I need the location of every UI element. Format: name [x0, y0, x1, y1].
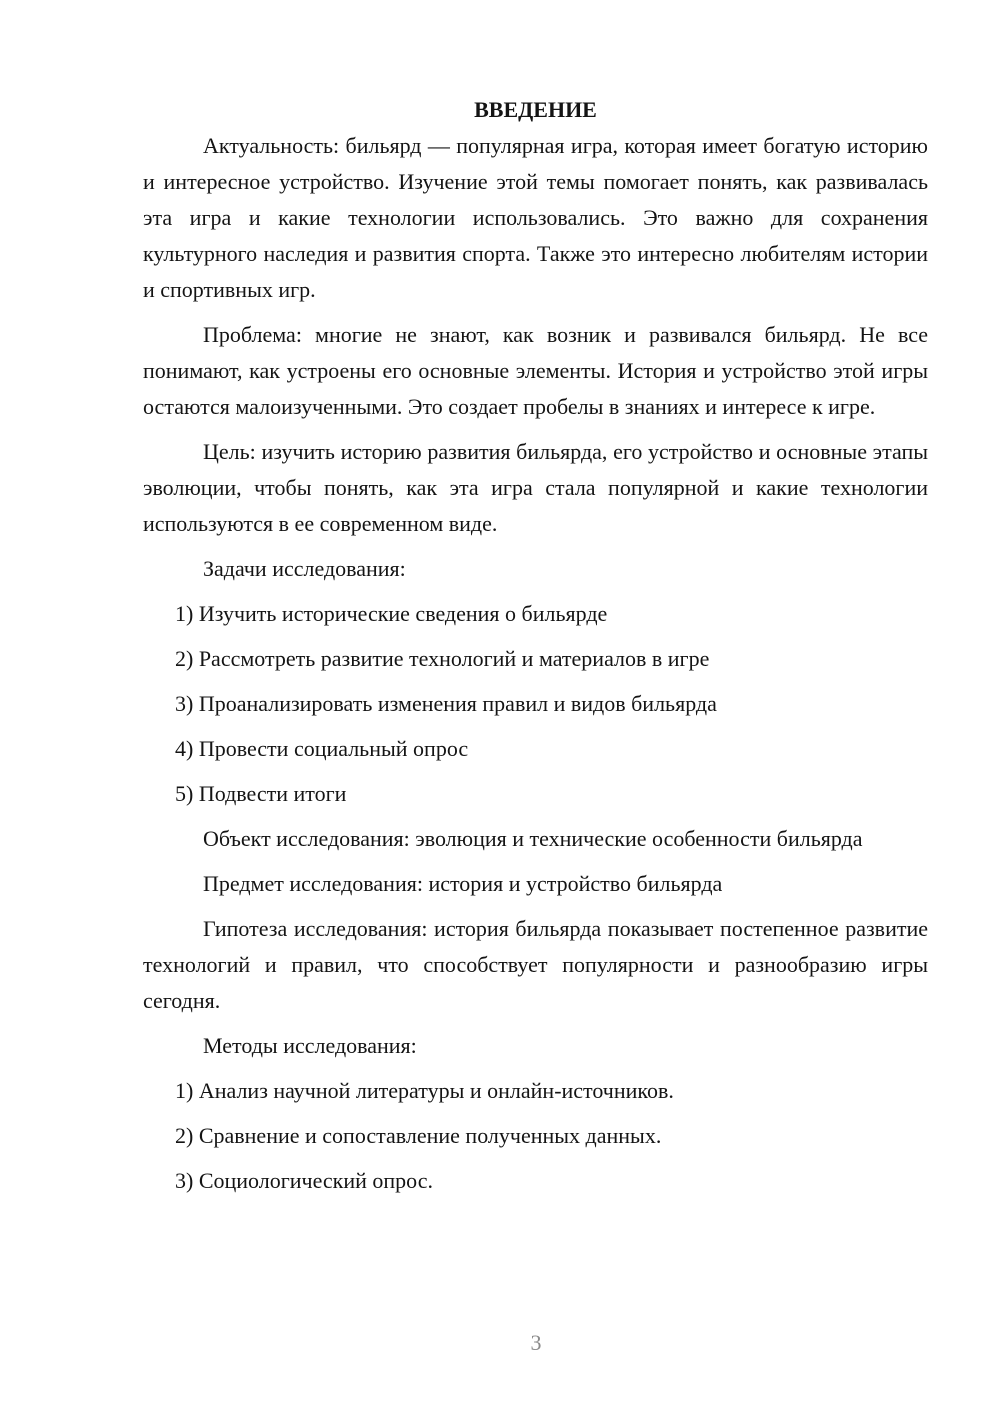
page-number: 3	[530, 1330, 542, 1355]
problem-paragraph: Проблема: многие не знают, как возник и развивался бильярд. Не все понимают, как устроены его основные элементы. История и устройство этой игры остаются малоизученными. Это создает пробелы в знаниях и интересе к игре.	[143, 322, 928, 419]
hypothesis-paragraph: Гипотеза исследования: история бильярда показывает постепенное развитие технологий и правил, что способствует популярности и разнообразию игры сегодня.	[143, 916, 928, 1013]
method-item: 1) Анализ научной литературы и онлайн-источников.	[175, 1078, 674, 1103]
method-item: 3) Социологический опрос.	[175, 1168, 433, 1193]
subject-paragraph: Предмет исследования: история и устройство бильярда	[203, 871, 723, 896]
relevance-paragraph: Актуальность: бильярд — популярная игра, которая имеет богатую историю и интересное устройство. Изучение этой темы помогает понять, как развивалась эта игра и какие технологии использовались. Это важно для сохранения культурного наследия и развития спорта. Также это интересно любителям истории и спортивных игр.	[143, 133, 928, 302]
page-content	[143, 92, 928, 1208]
task-item: 3) Проанализировать изменения правил и видов бильярда	[175, 691, 717, 716]
methods-heading: Методы исследования:	[203, 1033, 417, 1058]
task-item: 1) Изучить исторические сведения о бильярде	[175, 601, 608, 626]
section-title: ВВЕДЕНИЕ	[474, 97, 597, 122]
task-item: 5) Подвести итоги	[175, 781, 347, 806]
task-item: 4) Провести социальный опрос	[175, 736, 469, 761]
object-paragraph: Объект исследования: эволюция и технические особенности бильярда	[203, 826, 863, 851]
tasks-heading: Задачи исследования:	[203, 556, 406, 581]
task-item: 2) Рассмотреть развитие технологий и материалов в игре	[175, 646, 710, 671]
goal-paragraph: Цель: изучить историю развития бильярда, его устройство и основные этапы эволюции, чтобы понять, как эта игра стала популярной и какие технологии используются в ее современном виде.	[143, 439, 928, 536]
method-item: 2) Сравнение и сопоставление полученных данных.	[175, 1123, 662, 1148]
